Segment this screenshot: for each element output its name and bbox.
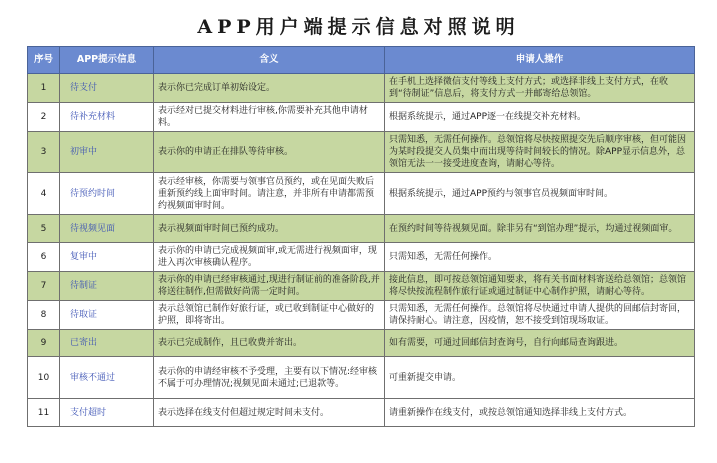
action-cell: 在手机上选择微信支付等线上支付方式；或选择非线上支付方式，在收到“待制证”信息后，将支付方式一并邮寄给总领馆。 — [385, 74, 695, 103]
action-cell: 只需知悉，无需任何操作。总领馆将尽快按照提交先后顺序审核，但可能因为某时段提交人员集中而出现等待时间较长的情况。除APP显示信息外，总领馆无法一一接受进度查询，请耐心等待。 — [385, 132, 695, 173]
status-label: 已寄出 — [60, 330, 154, 357]
row-number: 3 — [28, 132, 60, 173]
action-cell: 请重新操作在线支付，或按总领馆通知选择非线上支付方式。 — [385, 399, 695, 427]
table-row — [28, 243, 695, 272]
table-row — [28, 301, 695, 330]
meaning-cell: 表示你已完成订单初始设定。 — [154, 74, 385, 103]
meaning-cell: 表示选择在线支付但超过规定时间未支付。 — [154, 399, 385, 427]
table-row — [28, 357, 695, 399]
row-number: 5 — [28, 215, 60, 243]
meaning-cell: 表示经对已提交材料进行审核,你需要补充其他申请材料。 — [154, 103, 385, 132]
action-cell: 可重新提交申请。 — [385, 357, 695, 399]
table-row — [28, 74, 695, 103]
status-label: 初审中 — [60, 132, 154, 173]
meaning-cell: 表示你的申请已完成视频面审,或无需进行视频面审，现进入再次审核确认程序。 — [154, 243, 385, 272]
status-label: 待支付 — [60, 74, 154, 103]
row-number: 6 — [28, 243, 60, 272]
status-label: 审核不通过 — [60, 357, 154, 399]
meaning-cell: 表示经审核，你需要与领事官员预约，或在见面失败后重新预约线上面审时间。请注意，并非所有申请都需预约视频面审时间。 — [154, 173, 385, 215]
row-number: 1 — [28, 74, 60, 103]
table-row — [28, 215, 695, 243]
meaning-cell: 表示你的申请已经审核通过,现进行制证前的准备阶段,并将送往制作,但需做好尚需一定时间。 — [154, 272, 385, 301]
status-label: 待制证 — [60, 272, 154, 301]
status-label: 复审中 — [60, 243, 154, 272]
meaning-cell: 表示你的申请正在排队等待审核。 — [154, 132, 385, 173]
header-applicant-action: 申请人操作 — [385, 47, 695, 74]
row-number: 8 — [28, 301, 60, 330]
row-number: 7 — [28, 272, 60, 301]
row-number: 9 — [28, 330, 60, 357]
status-label: 待视频见面 — [60, 215, 154, 243]
status-label: 待补充材料 — [60, 103, 154, 132]
info-table — [27, 46, 695, 427]
action-cell: 根据系统提示，通过APP逐一在线提交补充材料。 — [385, 103, 695, 132]
header-app-message: APP提示信息 — [60, 47, 154, 74]
table-header-row — [28, 47, 695, 74]
action-cell: 只需知悉，无需任何操作。 — [385, 243, 695, 272]
action-cell: 只需知悉，无需任何操作。总领馆将尽快通过申请人提供的回邮信封寄回，请保持耐心。请注意，因疫情，恕不接受到馆现场取证。 — [385, 301, 695, 330]
page-title: APP用户端提示信息对照说明 — [197, 16, 520, 38]
status-label: 支付超时 — [60, 399, 154, 427]
action-cell: 根据系统提示，通过APP预约与领事官员视频面审时间。 — [385, 173, 695, 215]
table-row — [28, 103, 695, 132]
table-row — [28, 173, 695, 215]
header-meaning: 含义 — [154, 47, 385, 74]
meaning-cell: 表示总领馆已制作好旅行证，或已收到制证中心做好的护照，即将寄出。 — [154, 301, 385, 330]
action-cell: 如有需要，可通过回邮信封查询号，自行向邮局查询跟进。 — [385, 330, 695, 357]
row-number: 10 — [28, 357, 60, 399]
table-row — [28, 272, 695, 301]
table-row — [28, 330, 695, 357]
row-number: 2 — [28, 103, 60, 132]
header-number: 序号 — [28, 47, 60, 74]
meaning-cell: 表示视频面审时间已预约成功。 — [154, 215, 385, 243]
action-cell: 接此信息，即可按总领馆通知要求，将有关书面材料寄送给总领馆；总领馆将尽快按流程制作旅行证或通过制证中心制作护照，请耐心等待。 — [385, 272, 695, 301]
table-row — [28, 132, 695, 173]
table-row — [28, 399, 695, 427]
status-label: 待取证 — [60, 301, 154, 330]
action-cell: 在预约时间等待视频见面。除非另有“到馆办理”提示，均通过视频面审。 — [385, 215, 695, 243]
meaning-cell: 表示你的申请经审核不予受理，主要有以下情况:经审核不属于可办理情况;视频见面未通过;已退款等。 — [154, 357, 385, 399]
row-number: 4 — [28, 173, 60, 215]
status-label: 待预约时间 — [60, 173, 154, 215]
row-number: 11 — [28, 399, 60, 427]
meaning-cell: 表示已完成制作，且已收费并寄出。 — [154, 330, 385, 357]
